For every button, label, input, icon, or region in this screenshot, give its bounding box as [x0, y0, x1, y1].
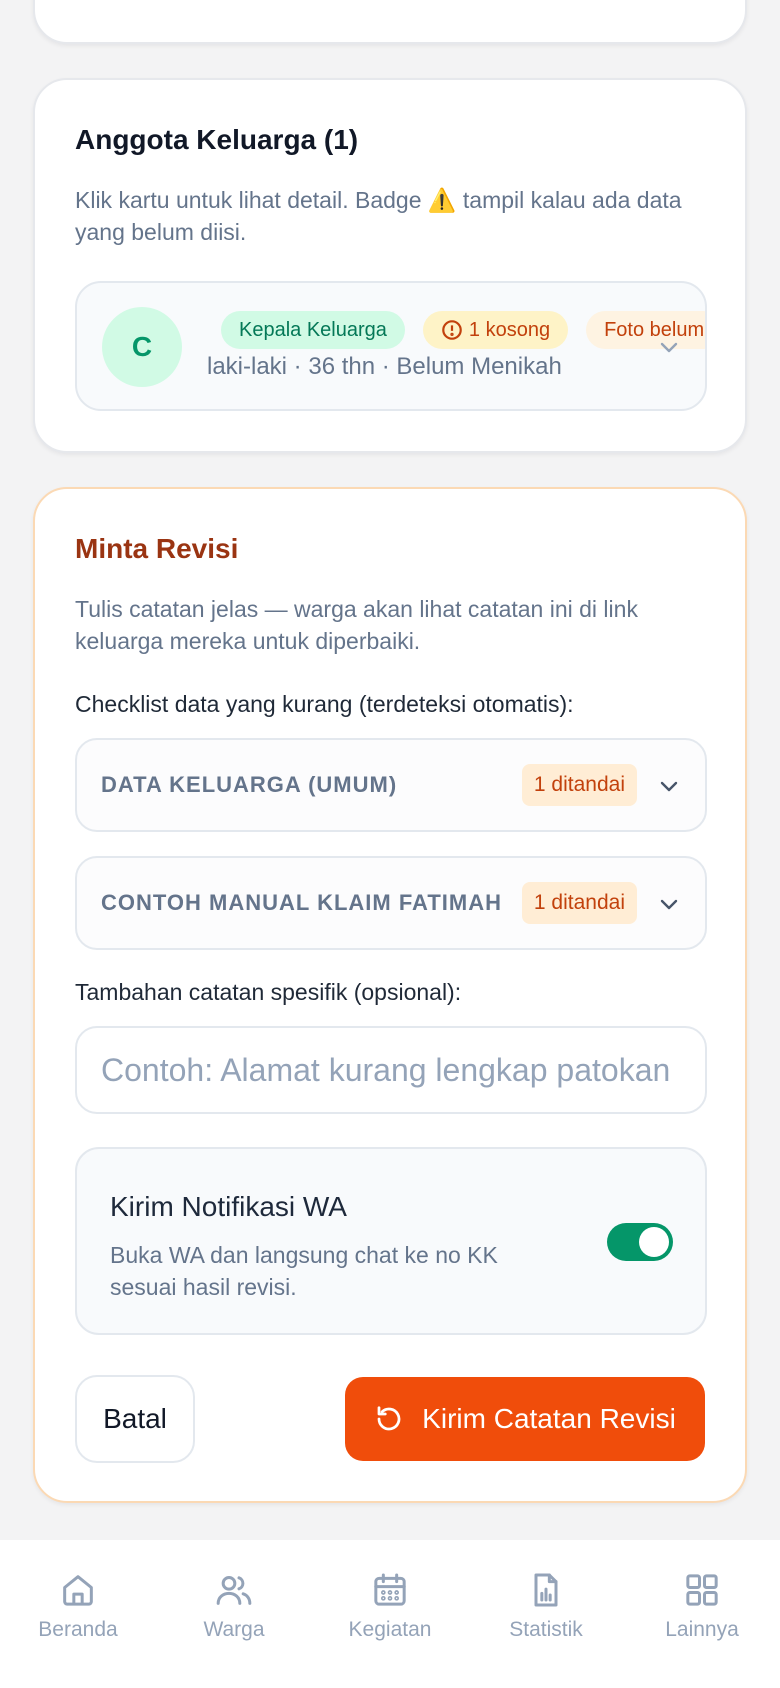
checklist-item-name: CONTOH MANUAL KLAIM FATIMAH — [101, 890, 502, 915]
previous-card — [33, 0, 747, 44]
flagged-count-badge: 1 ditandai — [522, 764, 637, 806]
submit-label: Kirim Catatan Revisi — [422, 1403, 676, 1434]
nav-label: Beranda — [38, 1618, 118, 1641]
bottom-navigation — [0, 1540, 780, 1688]
role-badge: Kepala Keluarga — [221, 311, 405, 349]
nav-item-beranda[interactable] — [0, 1540, 156, 1688]
nav-item-statistik[interactable] — [468, 1540, 624, 1688]
member-badges — [221, 311, 707, 349]
refresh-icon — [374, 1404, 404, 1434]
photo-badge: Foto belum — [586, 311, 707, 349]
warning-icon: ⚠️ — [427, 187, 457, 213]
checklist-item[interactable] — [75, 738, 707, 832]
calendar-icon — [370, 1570, 410, 1610]
users-icon — [214, 1570, 254, 1610]
report-icon — [526, 1570, 566, 1610]
submit-revision-button[interactable] — [345, 1377, 705, 1461]
nav-item-lainnya[interactable] — [624, 1540, 780, 1688]
empty-count-badge: 1 kosong — [423, 311, 568, 349]
wa-toggle[interactable] — [607, 1223, 673, 1261]
nav-item-warga[interactable] — [156, 1540, 312, 1688]
chevron-down-icon[interactable] — [657, 892, 681, 916]
checklist-item-name: DATA KELUARGA (UMUM) — [101, 772, 398, 797]
family-title: Anggota Keluarga (1) — [75, 124, 359, 155]
grid-icon — [682, 1570, 722, 1610]
chevron-down-icon[interactable] — [657, 335, 681, 359]
checklist-item[interactable] — [75, 856, 707, 950]
cancel-button[interactable]: Batal — [75, 1375, 195, 1463]
nav-label: Statistik — [509, 1618, 583, 1641]
nav-label: Kegiatan — [348, 1618, 432, 1641]
note-label: Tambahan catatan spesifik (opsional): — [75, 979, 462, 1005]
home-icon — [58, 1570, 98, 1610]
nav-label: Warga — [203, 1618, 265, 1641]
member-meta: laki-laki · 36 thn · Belum Menikah — [207, 353, 562, 380]
revision-description: Tulis catatan jelas — warga akan lihat catatan ini di link keluarga mereka untuk diperbaiki. — [75, 596, 638, 654]
wa-title: Kirim Notifikasi WA — [110, 1191, 347, 1222]
toggle-knob — [639, 1227, 669, 1257]
flagged-count-badge: 1 ditandai — [522, 882, 637, 924]
wa-notification-box — [75, 1147, 707, 1335]
checklist-label: Checklist data yang kurang (terdeteksi otomatis): — [75, 691, 574, 717]
member-card[interactable] — [75, 281, 707, 411]
revision-request-card — [33, 487, 747, 1503]
revision-title: Minta Revisi — [75, 533, 239, 564]
note-input[interactable] — [75, 1026, 707, 1114]
family-members-card — [33, 78, 747, 453]
nav-label: Lainnya — [665, 1618, 739, 1641]
alert-circle-icon — [441, 319, 463, 341]
family-description: Klik kartu untuk lihat detail. Badge ⚠️ tampil kalau ada data yang belum diisi. — [75, 187, 682, 245]
nav-item-kegiatan[interactable] — [312, 1540, 468, 1688]
wa-description: Buka WA dan langsung chat ke no KK sesuai hasil revisi. — [110, 1242, 498, 1300]
chevron-down-icon[interactable] — [657, 774, 681, 798]
avatar: C — [102, 307, 182, 387]
